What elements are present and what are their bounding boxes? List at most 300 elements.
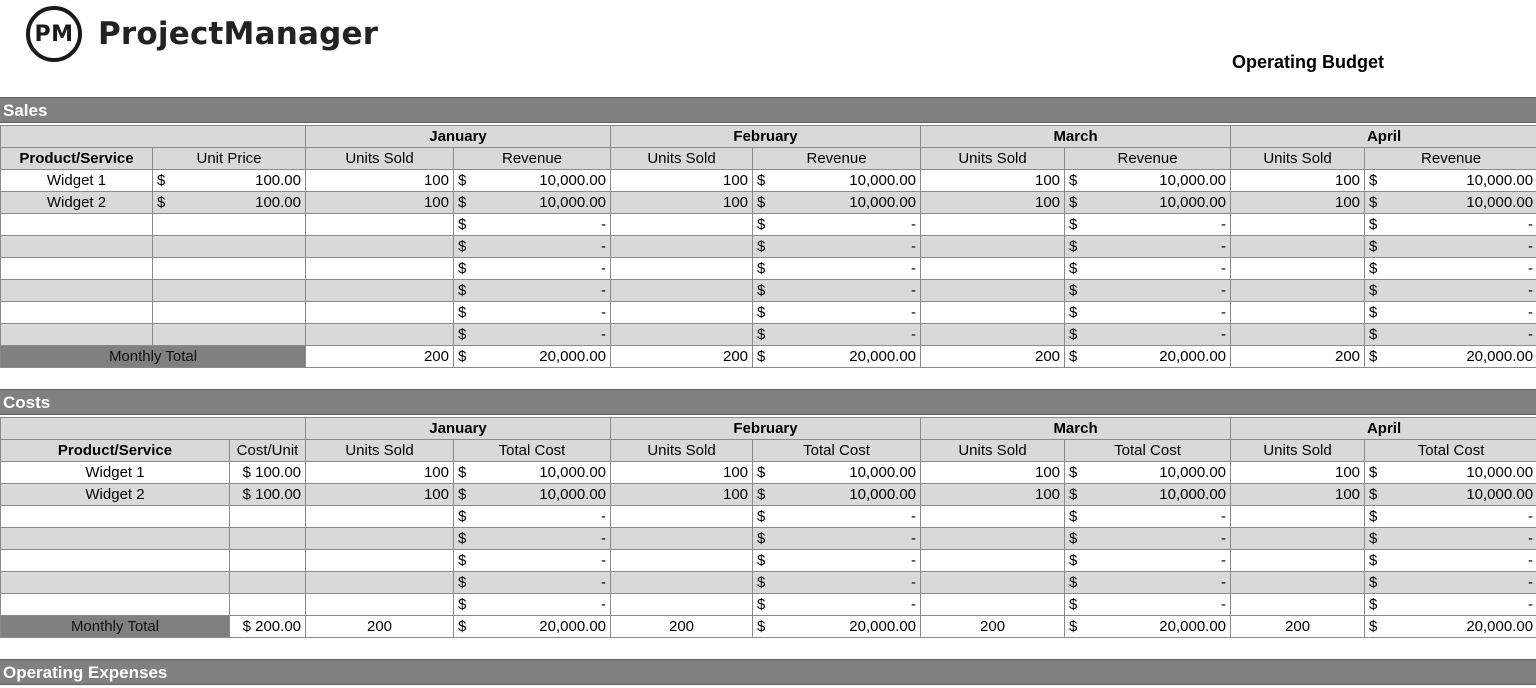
amount-value: -: [911, 325, 917, 343]
currency-symbol: $: [1369, 595, 1378, 613]
cost-per-unit[interactable]: $ 100.00: [230, 462, 306, 484]
value-amount[interactable]: [454, 214, 611, 236]
currency-symbol: $: [757, 325, 766, 343]
units-sold[interactable]: [611, 214, 753, 236]
value-amount[interactable]: [1065, 594, 1231, 616]
value-amount[interactable]: [1065, 324, 1231, 346]
amount-value: -: [1221, 325, 1227, 343]
currency-symbol: $: [458, 259, 467, 277]
units-sold[interactable]: [611, 258, 753, 280]
units-sold[interactable]: [1231, 506, 1365, 528]
value-amount[interactable]: [454, 484, 611, 506]
amount-value: -: [1221, 573, 1227, 591]
amount-value: 10,000.00: [1466, 485, 1534, 503]
monthly-total-label[interactable]: Monthly Total: [1, 346, 306, 368]
currency-symbol: $: [458, 303, 467, 321]
value-amount[interactable]: [454, 170, 611, 192]
price-cell[interactable]: [153, 302, 306, 324]
value-amount[interactable]: [753, 506, 921, 528]
total-units[interactable]: 200: [1231, 616, 1365, 638]
amount-value: -: [1221, 237, 1227, 255]
value-amount[interactable]: [1065, 192, 1231, 214]
value-amount[interactable]: [753, 192, 921, 214]
currency-symbol: $: [1369, 281, 1378, 299]
month-header[interactable]: April: [1231, 418, 1536, 440]
price-cell[interactable]: [153, 324, 306, 346]
value-amount[interactable]: [454, 258, 611, 280]
currency-symbol: $: [757, 347, 766, 365]
value-column-header[interactable]: Total Cost: [1365, 440, 1536, 462]
units-sold[interactable]: 100: [1231, 462, 1365, 484]
value-column-header[interactable]: Total Cost: [1065, 440, 1231, 462]
currency-symbol: $: [1369, 507, 1378, 525]
product-column-header[interactable]: Product/Service: [1, 440, 230, 462]
product-name[interactable]: [1, 214, 153, 236]
currency-symbol: $: [1069, 463, 1078, 481]
currency-symbol: $: [757, 171, 766, 189]
table-row-empty: [1, 258, 1536, 280]
currency-symbol: $: [757, 485, 766, 503]
currency-symbol: $: [1369, 215, 1378, 233]
value-amount[interactable]: [753, 572, 921, 594]
currency-symbol: $: [757, 573, 766, 591]
value-amount[interactable]: [1365, 462, 1536, 484]
amount-value: -: [601, 551, 607, 569]
currency-symbol: $: [1069, 529, 1078, 547]
total-units[interactable]: 200: [306, 346, 454, 368]
units-sold[interactable]: [1231, 528, 1365, 550]
currency-symbol: $: [1069, 237, 1078, 255]
table-row-empty: [1, 550, 1536, 572]
units-sold[interactable]: [921, 236, 1065, 258]
value-amount[interactable]: [753, 302, 921, 324]
amount-value: -: [911, 529, 917, 547]
value-column-header[interactable]: Revenue: [454, 148, 611, 170]
units-sold[interactable]: [306, 258, 454, 280]
currency-symbol: $: [1369, 303, 1378, 321]
price-cell[interactable]: [230, 572, 306, 594]
table-row-empty: [1, 506, 1536, 528]
units-sold[interactable]: [611, 236, 753, 258]
currency-symbol: $: [757, 551, 766, 569]
units-sold[interactable]: [611, 550, 753, 572]
units-sold[interactable]: [306, 528, 454, 550]
product-name[interactable]: Widget 2: [1, 192, 153, 214]
amount-value: -: [1221, 595, 1227, 613]
amount-value: -: [601, 215, 607, 233]
price-cell[interactable]: [230, 550, 306, 572]
value-amount[interactable]: [1065, 550, 1231, 572]
units-sold[interactable]: [306, 280, 454, 302]
units-sold[interactable]: [1231, 572, 1365, 594]
total-cost-per-unit[interactable]: $ 200.00: [230, 616, 306, 638]
value-amount[interactable]: [753, 594, 921, 616]
month-header-row: [1, 418, 1536, 440]
table-row-empty: [1, 214, 1536, 236]
units-sold[interactable]: [611, 302, 753, 324]
product-name[interactable]: [1, 550, 230, 572]
sales-table: [0, 125, 1536, 368]
total-units[interactable]: 200: [611, 346, 753, 368]
total-value[interactable]: [1365, 616, 1536, 638]
value-amount[interactable]: [1365, 170, 1536, 192]
value-column-header[interactable]: Revenue: [753, 148, 921, 170]
currency-symbol: $: [1369, 237, 1378, 255]
value-amount[interactable]: [454, 462, 611, 484]
amount-value: -: [1528, 325, 1534, 343]
value-amount[interactable]: [1065, 572, 1231, 594]
units-sold[interactable]: [1231, 258, 1365, 280]
monthly-total-label[interactable]: Monthly Total: [1, 616, 230, 638]
amount-value: 10,000.00: [1159, 485, 1227, 503]
units-column-header[interactable]: Units Sold: [306, 148, 454, 170]
units-sold[interactable]: [611, 324, 753, 346]
units-sold[interactable]: 100: [1231, 192, 1365, 214]
column-header-row: [1, 148, 1536, 170]
value-column-header[interactable]: Revenue: [1365, 148, 1536, 170]
value-amount[interactable]: [454, 550, 611, 572]
total-value[interactable]: [1065, 616, 1231, 638]
amount-value: 20,000.00: [1466, 347, 1534, 365]
amount-value: 10,000.00: [849, 193, 917, 211]
amount-value: -: [1221, 259, 1227, 277]
currency-symbol: $: [757, 507, 766, 525]
units-sold[interactable]: [921, 528, 1065, 550]
units-sold[interactable]: 100: [921, 192, 1065, 214]
product-name[interactable]: [1, 236, 153, 258]
value-amount[interactable]: [753, 528, 921, 550]
product-column-header[interactable]: Product/Service: [1, 148, 153, 170]
units-sold[interactable]: 100: [1231, 484, 1365, 506]
month-header[interactable]: February: [611, 418, 921, 440]
total-value[interactable]: [1065, 346, 1231, 368]
currency-symbol: $: [1369, 485, 1378, 503]
value-amount[interactable]: [1365, 594, 1536, 616]
units-sold[interactable]: 100: [611, 170, 753, 192]
currency-symbol: $: [1369, 171, 1378, 189]
units-sold[interactable]: [921, 572, 1065, 594]
units-sold[interactable]: 100: [611, 484, 753, 506]
value-amount[interactable]: [1365, 528, 1536, 550]
amount-value: -: [911, 573, 917, 591]
units-sold[interactable]: [611, 280, 753, 302]
currency-symbol: $: [458, 595, 467, 613]
unit-price[interactable]: [153, 192, 306, 214]
units-sold[interactable]: [306, 506, 454, 528]
month-header[interactable]: January: [306, 126, 611, 148]
value-amount[interactable]: [753, 550, 921, 572]
units-sold[interactable]: [306, 302, 454, 324]
value-amount[interactable]: [753, 462, 921, 484]
units-sold[interactable]: 100: [306, 462, 454, 484]
currency-symbol: $: [458, 281, 467, 299]
product-name[interactable]: Widget 1: [1, 462, 230, 484]
units-sold[interactable]: [921, 594, 1065, 616]
units-sold[interactable]: [921, 258, 1065, 280]
units-sold[interactable]: [306, 594, 454, 616]
value-amount[interactable]: [1365, 484, 1536, 506]
amount-value: -: [601, 573, 607, 591]
amount-value: -: [1528, 259, 1534, 277]
table-row: [1, 192, 1536, 214]
value-amount[interactable]: [1365, 324, 1536, 346]
currency-symbol: $: [1069, 617, 1078, 635]
units-sold[interactable]: [1231, 302, 1365, 324]
table-row-empty: [1, 302, 1536, 324]
units-sold[interactable]: [921, 324, 1065, 346]
product-name[interactable]: Widget 2: [1, 484, 230, 506]
value-amount[interactable]: [753, 214, 921, 236]
value-amount[interactable]: [1065, 236, 1231, 258]
total-units[interactable]: 200: [1231, 346, 1365, 368]
operating-expenses-section-header: Operating Expenses: [0, 659, 1536, 685]
price-column-header[interactable]: Unit Price: [153, 148, 306, 170]
product-name[interactable]: [1, 324, 153, 346]
month-header[interactable]: January: [306, 418, 611, 440]
units-sold[interactable]: [1231, 324, 1365, 346]
amount-value: 20,000.00: [1159, 347, 1227, 365]
amount-value: -: [911, 215, 917, 233]
price-cell[interactable]: [153, 236, 306, 258]
currency-symbol: $: [1369, 617, 1378, 635]
units-sold[interactable]: 100: [921, 462, 1065, 484]
units-sold[interactable]: [306, 236, 454, 258]
column-header-row: [1, 440, 1536, 462]
currency-symbol: $: [1369, 551, 1378, 569]
currency-symbol: $: [458, 215, 467, 233]
amount-value: -: [1528, 595, 1534, 613]
units-sold[interactable]: 100: [1231, 170, 1365, 192]
amount-value: 20,000.00: [849, 617, 917, 635]
amount-value: -: [1528, 529, 1534, 547]
value-amount[interactable]: [454, 302, 611, 324]
amount-value: -: [1221, 507, 1227, 525]
total-units[interactable]: 200: [921, 346, 1065, 368]
amount-value: -: [1528, 551, 1534, 569]
value-amount[interactable]: [753, 170, 921, 192]
total-units[interactable]: 200: [611, 616, 753, 638]
currency-symbol: $: [1069, 573, 1078, 591]
units-column-header[interactable]: Units Sold: [1231, 440, 1365, 462]
value-amount[interactable]: [1365, 302, 1536, 324]
value-amount[interactable]: [1065, 528, 1231, 550]
value-amount[interactable]: [1065, 280, 1231, 302]
units-sold[interactable]: [306, 572, 454, 594]
value-amount[interactable]: [454, 506, 611, 528]
value-column-header[interactable]: Revenue: [1065, 148, 1231, 170]
value-amount[interactable]: [1365, 192, 1536, 214]
units-sold[interactable]: [611, 528, 753, 550]
value-amount[interactable]: [1365, 280, 1536, 302]
units-sold[interactable]: [611, 572, 753, 594]
monthly-total-row: [1, 616, 1536, 638]
currency-symbol: $: [757, 215, 766, 233]
amount-value: -: [911, 259, 917, 277]
value-amount[interactable]: [753, 258, 921, 280]
currency-symbol: $: [1369, 347, 1378, 365]
total-value[interactable]: [454, 346, 611, 368]
unit-price[interactable]: [153, 170, 306, 192]
currency-symbol: $: [458, 507, 467, 525]
price-cell[interactable]: [153, 280, 306, 302]
value-amount[interactable]: [1365, 258, 1536, 280]
amount-value: -: [1528, 215, 1534, 233]
currency-symbol: $: [1069, 193, 1078, 211]
units-sold[interactable]: [611, 506, 753, 528]
value-amount[interactable]: [753, 280, 921, 302]
amount-value: -: [1221, 551, 1227, 569]
value-amount[interactable]: [1065, 462, 1231, 484]
units-sold[interactable]: [306, 324, 454, 346]
currency-symbol: $: [757, 303, 766, 321]
value-amount[interactable]: [1365, 550, 1536, 572]
currency-symbol: $: [458, 485, 467, 503]
units-sold[interactable]: [921, 550, 1065, 572]
units-sold[interactable]: [1231, 236, 1365, 258]
amount-value: 10,000.00: [539, 463, 607, 481]
units-sold[interactable]: [921, 302, 1065, 324]
price-cell[interactable]: [153, 214, 306, 236]
units-sold[interactable]: 100: [306, 192, 454, 214]
units-sold[interactable]: 100: [921, 170, 1065, 192]
units-sold[interactable]: [306, 214, 454, 236]
product-name[interactable]: [1, 528, 230, 550]
price-cell[interactable]: [230, 506, 306, 528]
currency-symbol: $: [458, 347, 467, 365]
units-sold[interactable]: [1231, 550, 1365, 572]
currency-symbol: $: [757, 259, 766, 277]
value-amount[interactable]: [753, 324, 921, 346]
value-amount[interactable]: [1065, 506, 1231, 528]
month-header[interactable]: March: [921, 418, 1231, 440]
value-amount[interactable]: [454, 324, 611, 346]
month-header[interactable]: March: [921, 126, 1231, 148]
value-amount[interactable]: [454, 594, 611, 616]
currency-symbol: $: [757, 463, 766, 481]
units-column-header[interactable]: Units Sold: [921, 440, 1065, 462]
value-amount[interactable]: [1365, 506, 1536, 528]
units-column-header[interactable]: Units Sold: [611, 148, 753, 170]
table-row: [1, 170, 1536, 192]
table-row-empty: [1, 528, 1536, 550]
value-amount[interactable]: [1365, 214, 1536, 236]
value-amount[interactable]: [454, 192, 611, 214]
currency-symbol: $: [458, 573, 467, 591]
product-name[interactable]: [1, 572, 230, 594]
table-row: [1, 484, 1536, 506]
amount-value: 10,000.00: [1159, 463, 1227, 481]
amount-value: 10,000.00: [849, 463, 917, 481]
value-amount[interactable]: [1365, 572, 1536, 594]
total-value[interactable]: [753, 346, 921, 368]
currency-symbol: $: [1069, 171, 1078, 189]
units-sold[interactable]: [1231, 214, 1365, 236]
header-blank[interactable]: [1, 126, 306, 148]
total-units[interactable]: 200: [921, 616, 1065, 638]
units-sold[interactable]: [921, 506, 1065, 528]
amount-value: 10,000.00: [1159, 193, 1227, 211]
costs-section-header: Costs: [0, 389, 1536, 415]
value-amount[interactable]: [454, 528, 611, 550]
units-sold[interactable]: [306, 550, 454, 572]
month-header[interactable]: February: [611, 126, 921, 148]
amount-value: -: [601, 507, 607, 525]
price-cell[interactable]: [230, 528, 306, 550]
units-sold[interactable]: [611, 594, 753, 616]
value-amount[interactable]: [1065, 170, 1231, 192]
product-name[interactable]: Widget 1: [1, 170, 153, 192]
units-sold[interactable]: 100: [306, 484, 454, 506]
units-sold[interactable]: 100: [921, 484, 1065, 506]
value-amount[interactable]: [1065, 214, 1231, 236]
units-sold[interactable]: [921, 280, 1065, 302]
amount-value: 20,000.00: [849, 347, 917, 365]
value-amount[interactable]: [1065, 302, 1231, 324]
units-sold[interactable]: 100: [611, 462, 753, 484]
units-column-header[interactable]: Units Sold: [1231, 148, 1365, 170]
value-amount[interactable]: [1065, 484, 1231, 506]
amount-value: 10,000.00: [849, 485, 917, 503]
amount-value: -: [1528, 303, 1534, 321]
units-sold[interactable]: 100: [306, 170, 454, 192]
amount-value: -: [601, 595, 607, 613]
units-sold[interactable]: [1231, 594, 1365, 616]
total-value[interactable]: [454, 616, 611, 638]
header-blank[interactable]: [1, 418, 306, 440]
price-cell[interactable]: [230, 594, 306, 616]
amount-value: 10,000.00: [1466, 463, 1534, 481]
product-name[interactable]: [1, 280, 153, 302]
value-amount[interactable]: [454, 236, 611, 258]
currency-symbol: $: [757, 193, 766, 211]
total-units[interactable]: 200: [306, 616, 454, 638]
value-amount[interactable]: [454, 280, 611, 302]
units-column-header[interactable]: Units Sold: [921, 148, 1065, 170]
value-column-header[interactable]: Total Cost: [454, 440, 611, 462]
units-sold[interactable]: 100: [611, 192, 753, 214]
product-name[interactable]: [1, 594, 230, 616]
amount-value: -: [911, 237, 917, 255]
value-amount[interactable]: [753, 484, 921, 506]
product-name[interactable]: [1, 258, 153, 280]
units-sold[interactable]: [1231, 280, 1365, 302]
currency-symbol: $: [1369, 259, 1378, 277]
value-amount[interactable]: [1365, 236, 1536, 258]
currency-symbol: $: [1069, 215, 1078, 233]
value-amount[interactable]: [753, 236, 921, 258]
cost-per-unit[interactable]: $ 100.00: [230, 484, 306, 506]
amount-value: 10,000.00: [1466, 171, 1534, 189]
units-column-header[interactable]: Units Sold: [611, 440, 753, 462]
amount-value: 20,000.00: [1466, 617, 1534, 635]
units-column-header[interactable]: Units Sold: [306, 440, 454, 462]
value-amount[interactable]: [454, 572, 611, 594]
amount-value: -: [1528, 281, 1534, 299]
product-name[interactable]: [1, 506, 230, 528]
value-column-header[interactable]: Total Cost: [753, 440, 921, 462]
units-sold[interactable]: [921, 214, 1065, 236]
currency-symbol: $: [458, 193, 467, 211]
product-name[interactable]: [1, 302, 153, 324]
price-cell[interactable]: [153, 258, 306, 280]
value-amount[interactable]: [1065, 258, 1231, 280]
total-value[interactable]: [1365, 346, 1536, 368]
currency-symbol: $: [1069, 507, 1078, 525]
currency-symbol: $: [757, 281, 766, 299]
price-column-header[interactable]: Cost/Unit: [230, 440, 306, 462]
total-value[interactable]: [753, 616, 921, 638]
month-header[interactable]: April: [1231, 126, 1536, 148]
